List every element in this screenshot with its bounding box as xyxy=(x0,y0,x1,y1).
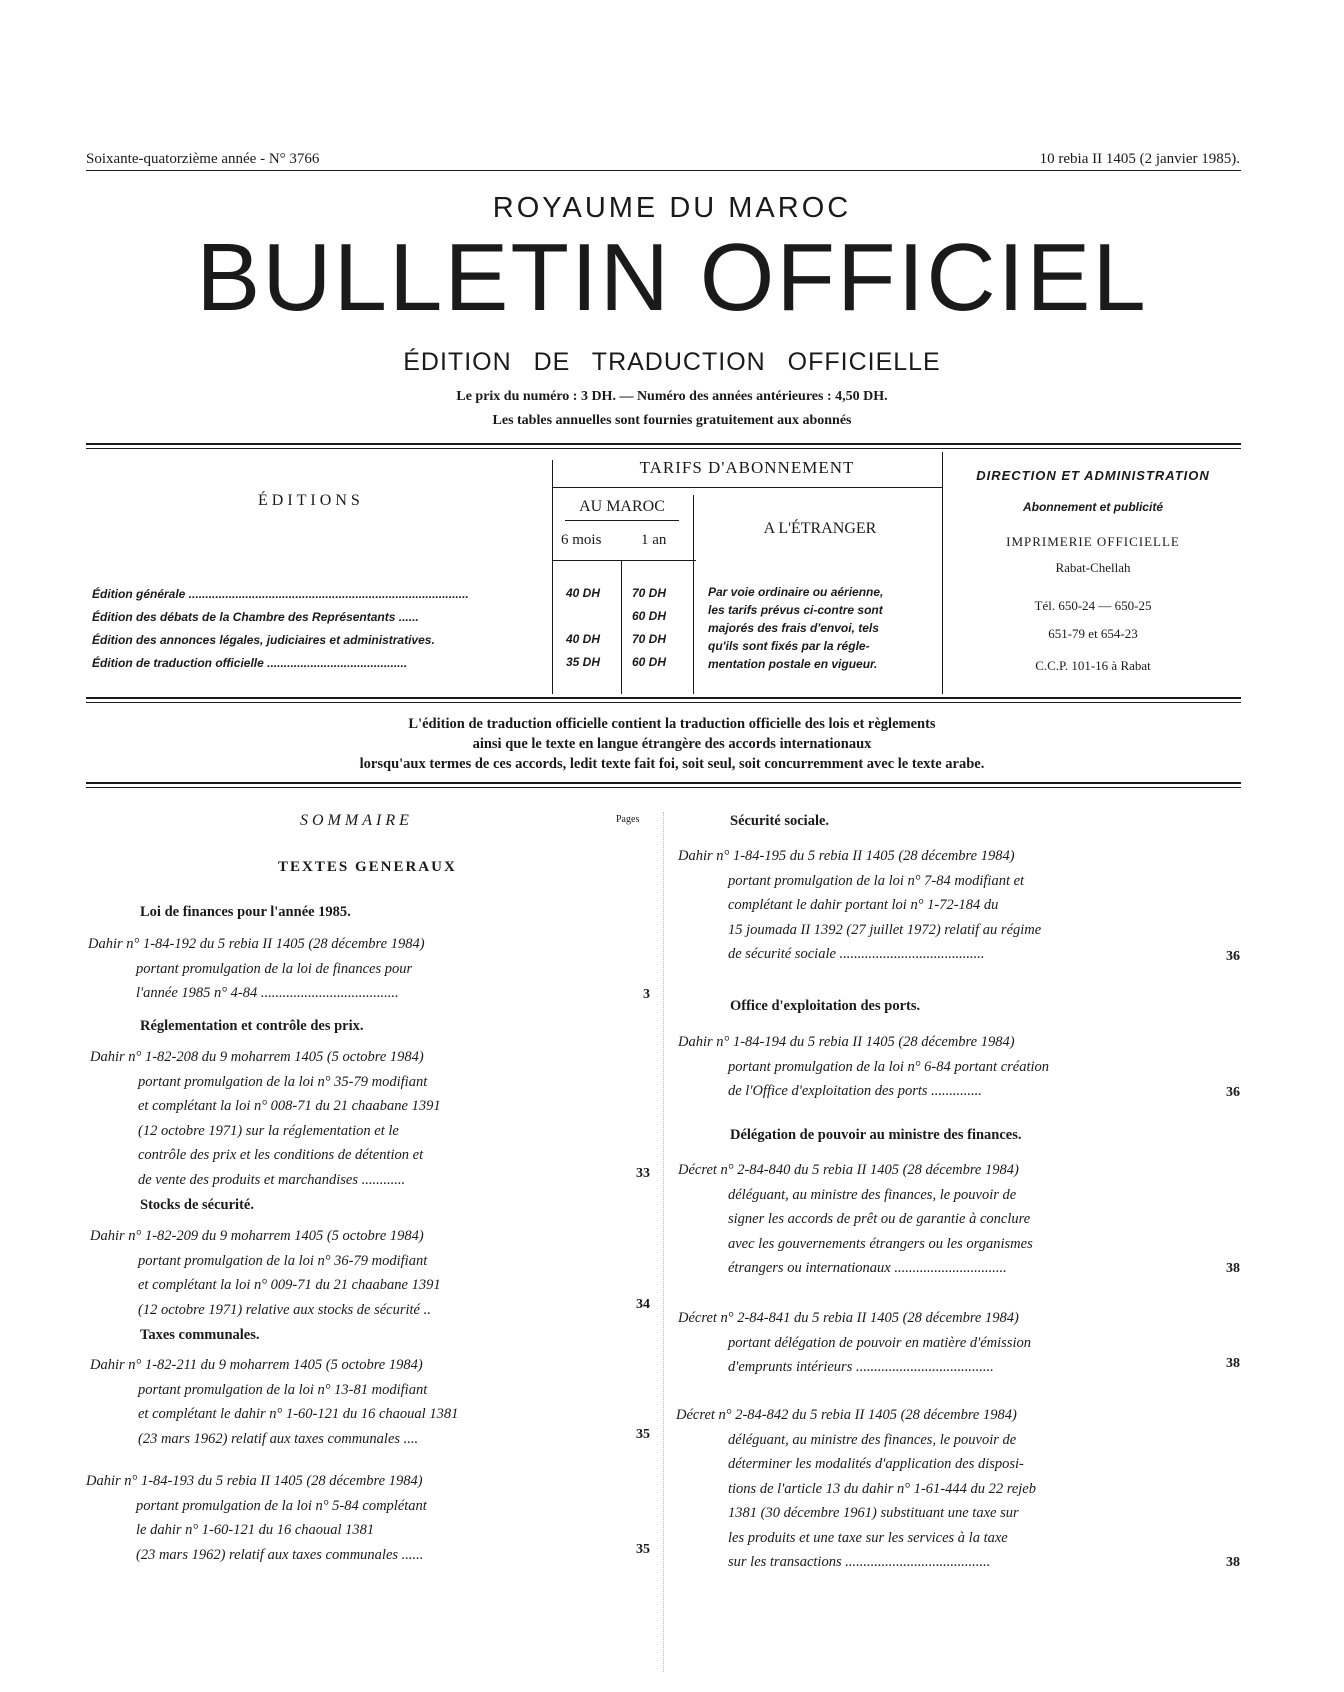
entry-line: et complétant le dahir n° 1-60-121 du 16 chaoual 1381 xyxy=(138,1406,459,1422)
etranger-text-line: majorés des frais d'envoi, tels xyxy=(708,621,879,635)
entry-line: portant promulgation de la loi n° 35-79 modifiant xyxy=(138,1073,428,1090)
etranger-text-line: les tarifs prévus ci-contre sont xyxy=(708,603,883,617)
entry-line: portant promulgation de la loi n° 6-84 portant création xyxy=(728,1058,1050,1075)
entry-line: 1381 (30 décembre 1961) substituant une taxe sur xyxy=(728,1505,1019,1521)
sommaire-entry xyxy=(86,1469,600,1567)
sommaire-heading: Sécurité sociale. xyxy=(730,813,830,829)
entry-page: 36 xyxy=(1226,1085,1240,1100)
table-divider-2 xyxy=(693,495,694,694)
table-bottom-rule-thin xyxy=(86,702,1241,703)
edition-row-label: Édition de traduction officielle .......................................... xyxy=(92,656,408,670)
entry-line: (12 octobre 1971) sur la réglementation et le xyxy=(138,1122,399,1139)
entry-line: Dahir n° 1-82-211 du 9 moharrem 1405 (5 octobre 1984) xyxy=(90,1357,423,1373)
bulletin-title: BULLETIN OFFICIEL xyxy=(196,224,1148,331)
editions-label: ÉDITIONS xyxy=(258,492,364,509)
issue-date: 10 rebia II 1405 (2 janvier 1985). xyxy=(1039,151,1240,167)
tables-line: Les tables annuelles sont fournies gratuitement aux abonnés xyxy=(492,413,852,428)
entry-line: Dahir n° 1-84-193 du 5 rebia II 1405 (28 décembre 1984) xyxy=(86,1473,423,1489)
entry-line: Dahir n° 1-84-192 du 5 rebia II 1405 (28 décembre 1984) xyxy=(88,936,425,952)
price-6-months: 40 DH xyxy=(566,586,601,600)
au-maroc-rule xyxy=(565,520,679,521)
kingdom-title: ROYAUME DU MAROC xyxy=(492,192,852,224)
entry-page: 38 xyxy=(1226,1356,1240,1371)
sommaire-entry xyxy=(676,1403,1198,1575)
intro-line: lorsqu'aux termes de ces accords, ledit texte fait foi, soit seul, soit concurremment avec le texte arabe. xyxy=(359,756,985,772)
entry-line: complétant le dahir portant loi n° 1-72-184 du xyxy=(728,897,999,913)
entry-line: de sécurité sociale ........................................ xyxy=(728,946,985,962)
entry-line: étrangers ou internationaux ............................... xyxy=(728,1260,1007,1276)
entry-page: 35 xyxy=(636,1427,650,1442)
intro-line: ainsi que le texte en langue étrangère des accords internationaux xyxy=(472,736,872,752)
entry-line: (23 mars 1962) relatif aux taxes communales .... xyxy=(138,1430,419,1447)
sommaire-heading: Loi de finances pour l'année 1985. xyxy=(140,904,351,920)
sommaire-top-rule xyxy=(86,782,1241,784)
sommaire-title: SOMMAIRE xyxy=(300,812,413,829)
entry-line: Dahir n° 1-84-195 du 5 rebia II 1405 (28 décembre 1984) xyxy=(678,848,1015,864)
price-1-year: 60 DH xyxy=(632,609,667,623)
etranger-text-line: mentation postale en vigueur. xyxy=(708,657,878,671)
price-1-year: 70 DH xyxy=(632,632,667,646)
sommaire-heading: Délégation de pouvoir au ministre des finances. xyxy=(730,1127,1022,1143)
entry-line: sur les transactions ........................................ xyxy=(728,1554,991,1570)
price-line: Le prix du numéro : 3 DH. — Numéro des années antérieures : 4,50 DH. xyxy=(456,389,888,404)
entry-line: et complétant la loi n° 009-71 du 21 chaabane 1391 xyxy=(138,1277,441,1293)
entry-line: portant promulgation de la loi n° 13-81 modifiant xyxy=(138,1381,428,1398)
telephone-2: 651-79 et 654-23 xyxy=(1048,626,1138,641)
entry-line: portant promulgation de la loi n° 5-84 complétant xyxy=(136,1497,427,1514)
entry-line: l'année 1985 n° 4-84 ...................................... xyxy=(136,985,399,1001)
sommaire-entry xyxy=(88,932,598,1006)
etranger-text-line: qu'ils sont fixés par la régle- xyxy=(708,639,870,653)
issue-number: Soixante-quatorzième année - N° 3766 xyxy=(86,151,320,167)
tarifs-label: TARIFS D'ABONNEMENT xyxy=(639,458,855,477)
table-bottom-rule xyxy=(86,697,1241,699)
telephone-1: Tél. 650-24 — 650-25 xyxy=(1034,598,1152,613)
table-divider-1 xyxy=(552,460,553,694)
sommaire-heading: Office d'exploitation des ports. xyxy=(730,998,921,1014)
entry-line: avec les gouvernements étrangers ou les organismes xyxy=(728,1235,1033,1252)
sommaire-heading: Taxes communales. xyxy=(140,1327,260,1343)
etranger-text-line: Par voie ordinaire ou aérienne, xyxy=(708,585,884,599)
sommaire-entry xyxy=(90,1045,600,1192)
table-divider-4 xyxy=(942,452,943,694)
sommaire-heading: Stocks de sécurité. xyxy=(140,1197,254,1213)
price-1-year: 60 DH xyxy=(632,655,667,669)
entry-line: déléguant, au ministre des finances, le pouvoir de xyxy=(728,1431,1017,1448)
entry-line: portant promulgation de la loi de finances pour xyxy=(136,960,413,977)
price-6-months: 35 DH xyxy=(566,655,601,669)
sommaire-entry xyxy=(678,1158,1198,1281)
entry-page: 36 xyxy=(1226,949,1240,964)
edition-row-label: Édition générale .................................................................................... xyxy=(92,587,469,601)
sommaire-entry xyxy=(678,1306,1198,1380)
six-months-label: 6 mois xyxy=(561,532,602,548)
entry-line: d'emprunts intérieurs ...................................... xyxy=(728,1359,994,1375)
header-rule xyxy=(86,170,1241,171)
tarifs-rule xyxy=(552,487,942,488)
entry-line: le dahir n° 1-60-121 du 16 chaoual 1381 xyxy=(136,1522,375,1538)
one-year-label: 1 an xyxy=(641,532,667,548)
entry-line: de vente des produits et marchandises ............ xyxy=(138,1171,406,1188)
edition-row-label: Édition des annonces légales, judiciaires et administratives. xyxy=(92,633,435,647)
price-header-rule xyxy=(552,560,696,561)
intro-line: L'édition de traduction officielle contient la traduction officielle des lois et règlements xyxy=(408,716,936,732)
entry-line: Décret n° 2-84-840 du 5 rebia II 1405 (28 décembre 1984) xyxy=(678,1162,1019,1178)
price-6-months: 40 DH xyxy=(566,632,601,646)
entry-line: Dahir n° 1-82-208 du 9 moharrem 1405 (5 octobre 1984) xyxy=(90,1049,424,1065)
entry-line: de l'Office d'exploitation des ports .............. xyxy=(728,1083,982,1099)
sommaire-top-rule-thin xyxy=(86,787,1241,788)
column-divider xyxy=(663,812,664,1672)
entry-page: 34 xyxy=(636,1297,650,1312)
entry-line: Décret n° 2-84-842 du 5 rebia II 1405 (28 décembre 1984) xyxy=(676,1407,1017,1423)
entry-page: 33 xyxy=(636,1166,650,1181)
table-divider-3 xyxy=(621,560,622,694)
entry-page: 35 xyxy=(636,1542,650,1557)
entry-line: déléguant, au ministre des finances, le pouvoir de xyxy=(728,1186,1017,1203)
entry-line: Dahir n° 1-84-194 du 5 rebia II 1405 (28 décembre 1984) xyxy=(678,1034,1015,1050)
etranger-label: A L'ÉTRANGER xyxy=(763,520,877,537)
pages-label: Pages xyxy=(616,814,640,825)
sommaire-entry xyxy=(678,844,1198,967)
entry-line: portant délégation de pouvoir en matière d'émission xyxy=(728,1334,1031,1351)
sommaire-entry xyxy=(90,1224,600,1322)
sommaire-entry xyxy=(90,1353,600,1451)
entry-page: 3 xyxy=(643,987,650,1002)
entry-page: 38 xyxy=(1226,1261,1240,1276)
direction-title: DIRECTION ET ADMINISTRATION xyxy=(976,468,1210,483)
entry-line: 15 joumada II 1392 (27 juillet 1972) relatif au régime xyxy=(728,921,1042,938)
entry-line: les produits et une taxe sur les services à la taxe xyxy=(728,1529,1008,1546)
entry-line: et complétant la loi n° 008-71 du 21 chaabane 1391 xyxy=(138,1098,441,1114)
entry-line: Décret n° 2-84-841 du 5 rebia II 1405 (28 décembre 1984) xyxy=(678,1310,1019,1326)
entry-line: portant promulgation de la loi n° 7-84 modifiant et xyxy=(728,872,1025,889)
imprimerie-name: IMPRIMERIE OFFICIELLE xyxy=(1006,534,1180,549)
entry-line: (12 octobre 1971) relative aux stocks de sécurité .. xyxy=(138,1301,431,1318)
ccp-account: C.C.P. 101-16 à Rabat xyxy=(1035,658,1151,673)
entry-page: 38 xyxy=(1226,1555,1240,1570)
imprimerie-location: Rabat-Chellah xyxy=(1055,560,1131,575)
edition-title: ÉDITION DE TRADUCTION OFFICIELLE xyxy=(403,348,941,376)
entry-line: portant promulgation de la loi n° 36-79 modifiant xyxy=(138,1252,428,1269)
entry-line: Dahir n° 1-82-209 du 9 moharrem 1405 (5 octobre 1984) xyxy=(90,1228,424,1244)
sommaire-heading: Réglementation et contrôle des prix. xyxy=(140,1018,364,1034)
au-maroc-label: AU MAROC xyxy=(579,498,665,515)
direction-subtitle: Abonnement et publicité xyxy=(1022,500,1163,514)
entry-line: (23 mars 1962) relatif aux taxes communales ...... xyxy=(136,1546,424,1563)
table-top-rule-thin xyxy=(86,448,1241,449)
entry-line: signer les accords de prêt ou de garantie à conclure xyxy=(728,1211,1031,1227)
entry-line: contrôle des prix et les conditions de détention et xyxy=(138,1147,424,1163)
sommaire-entry xyxy=(678,1030,1198,1104)
edition-row-label: Édition des débats de la Chambre des Représentants ...... xyxy=(92,610,419,624)
table-top-rule xyxy=(86,443,1241,445)
entry-line: tions de l'article 13 du dahir n° 1-61-444 du 22 rejeb xyxy=(728,1480,1036,1497)
price-1-year: 70 DH xyxy=(632,586,667,600)
section-title: TEXTES GENERAUX xyxy=(278,859,457,875)
entry-line: déterminer les modalités d'application des disposi- xyxy=(728,1456,1024,1472)
